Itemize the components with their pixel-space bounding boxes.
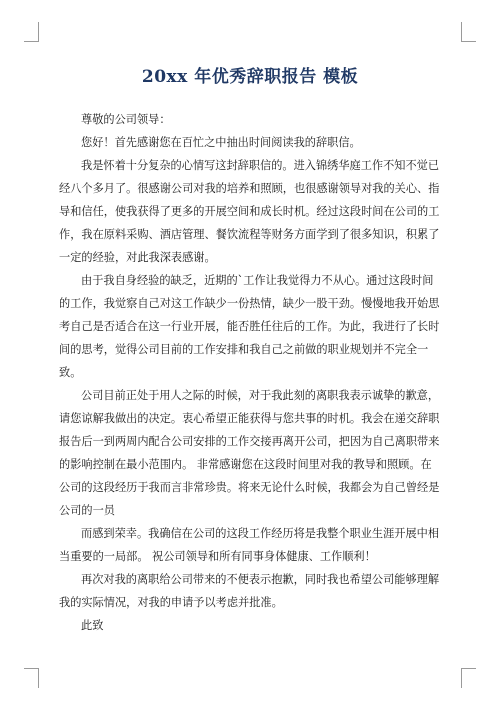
paragraph-5: 再次对我的离职给公司带来的不便表示抱歉，同时我也希望公司能够理解我的实际情况，对我的申请予以考虑并批准。 (59, 573, 440, 609)
crop-mark-bottom-right (461, 668, 476, 669)
paragraph-3: 公司目前正处于用人之际的时候，对于我此刻的离职我表示诚挚的歉意，请您谅解我做出的决定。衷心希望正能获得与您共事的时机。我会在递交辞职报告后一到两周内配合公司安排的工作交接再离开公司，把因为自己离职带来的影响控制在最小范围内。 非常感谢您在这段时间里对我的教导和照顾。在公司的这段经历于我而言非常珍贵。将来无论什么时候，我都会为自己曾经是公司的一员 (59, 389, 440, 517)
crop-mark-top-right (461, 22, 462, 42)
paragraph-greeting: 您好！首先感谢您在百忙之中抽出时间阅读我的辞职信。 (81, 136, 361, 149)
paragraph-4: 而感到荣幸。我确信在公司的这段工作经历将是我整个职业生涯开展中相当重要的一局部。 祝公司领导和所有同事身体健康、工作顺利！ (59, 527, 440, 563)
crop-mark-bottom-left (24, 668, 39, 669)
crop-mark-top-left (24, 41, 39, 42)
document-body (59, 108, 442, 637)
salutation: 尊敬的公司领导： (81, 113, 171, 126)
crop-mark-top-right (461, 41, 476, 42)
crop-mark-bottom-left (38, 668, 39, 688)
document-title: 20xx 年优秀辞职报告 模板 (141, 67, 359, 87)
paragraph-1: 我是怀着十分复杂的心情写这封辞职信的。进入锦绣华庭工作不知不觉已经八个多月了。很感谢公司对我的培养和照顾，也很感谢领导对我的关心、指导和信任，使我获得了更多的开展空间和成长时机。经过这段时间在公司的工作，我在原料采购、酒店管理、餐饮流程等财务方面学到了很多知识，积累了一定的经验，对此我深表感谢。 (59, 159, 440, 264)
closing: 此致 (81, 619, 104, 632)
paragraph-2: 由于我自身经验的缺乏，近期的`工作让我觉得力不从心。通过这段时间的工作，我觉察自己对这工作缺少一份热情，缺少一股干劲。慢慢地我开始思考自己是否适合在这一行业开展，能否胜任往后的工作。为此，我进行了长时间的思考，觉得公司目前的工作安排和我自己之前做的职业规划并不完全一致。 (59, 274, 440, 379)
crop-mark-bottom-right (461, 668, 462, 688)
crop-mark-top-left (38, 22, 39, 42)
